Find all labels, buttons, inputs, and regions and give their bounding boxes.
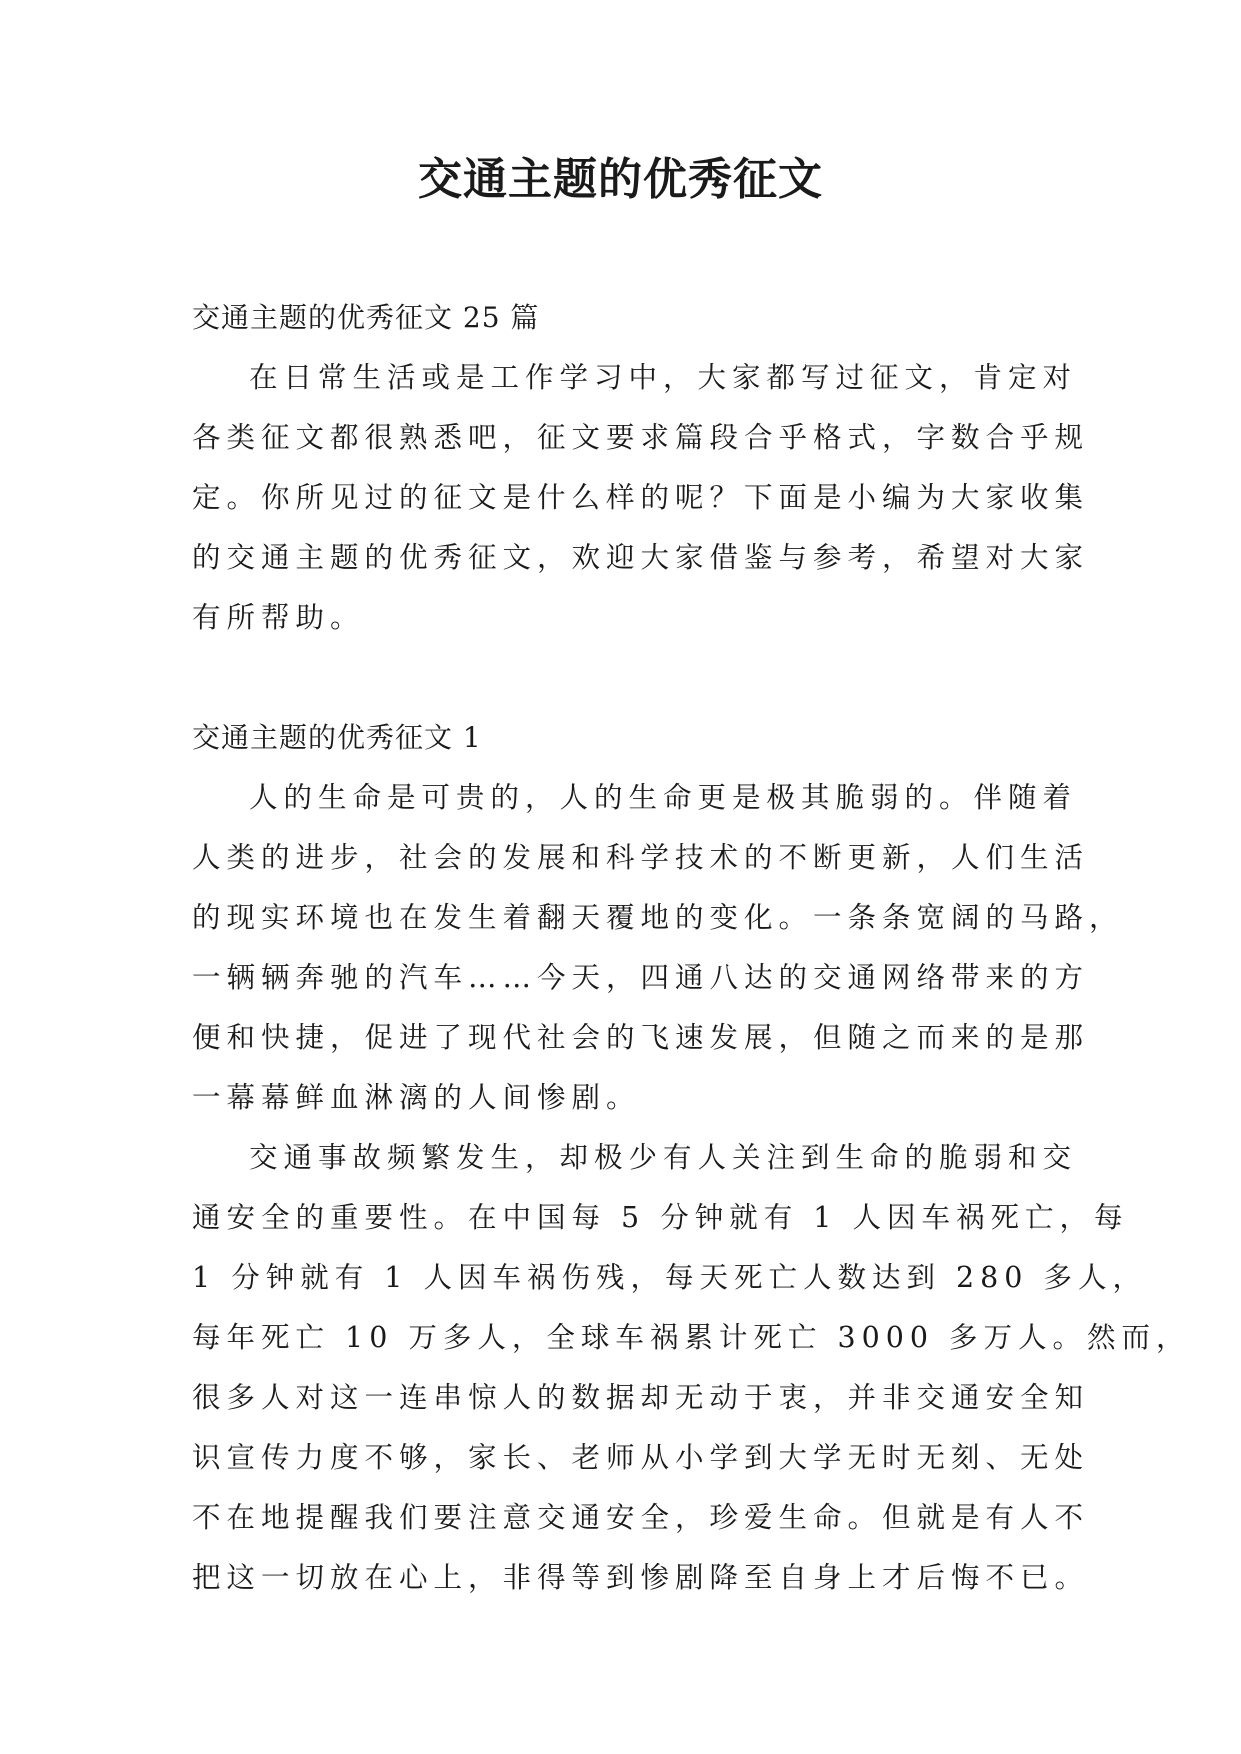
section-spacer [192, 648, 1072, 708]
document-body [192, 288, 1191, 1608]
section-heading: 交通主题的优秀征文 25 篇 [192, 301, 540, 334]
document-title: 交通主题的优秀征文 [418, 154, 823, 205]
text-line: 交通事故频繁发生，却极少有人关注到生命的脆弱和交 [249, 1141, 1078, 1174]
paragraph [192, 768, 1124, 1128]
text-line: 每年死亡 10 万多人，全球车祸累计死亡 3000 多万人。然而， [192, 1321, 1191, 1354]
paragraph [192, 1128, 1191, 1608]
text-line: 很多人对这一连串惊人的数据却无动于衷，并非交通安全知 [192, 1381, 1090, 1414]
text-line: 在日常生活或是工作学习中，大家都写过征文，肯定对 [249, 361, 1078, 394]
text-line: 不在地提醒我们要注意交通安全，珍爱生命。但就是有人不 [192, 1501, 1090, 1534]
text-line: 定。你所见过的征文是什么样的呢？下面是小编为大家收集 [192, 481, 1090, 514]
text-line: 一幕幕鲜血淋漓的人间惨剧。 [192, 1081, 641, 1114]
text-line: 人类的进步，社会的发展和科学技术的不断更新，人们生活 [192, 841, 1090, 874]
text-line: 通安全的重要性。在中国每 5 分钟就有 1 人因车祸死亡，每 [192, 1201, 1129, 1234]
paragraph [192, 348, 1090, 648]
text-line: 的交通主题的优秀征文，欢迎大家借鉴与参考，希望对大家 [192, 541, 1090, 574]
text-line: 1 分钟就有 1 人因车祸伤残，每天死亡人数达到 280 多人， [192, 1261, 1147, 1294]
text-line: 人的生命是可贵的，人的生命更是极其脆弱的。伴随着 [249, 781, 1078, 814]
text-line: 识宣传力度不够，家长、老师从小学到大学无时无刻、无处 [192, 1441, 1090, 1474]
text-line: 有所帮助。 [192, 601, 365, 634]
text-line: 一辆辆奔驰的汽车……今天，四通八达的交通网络带来的方 [192, 961, 1090, 994]
text-line: 便和快捷，促进了现代社会的飞速发展，但随之而来的是那 [192, 1021, 1090, 1054]
text-line: 的现实环境也在发生着翻天覆地的变化。一条条宽阔的马路， [192, 901, 1124, 934]
section-heading: 交通主题的优秀征文 1 [192, 721, 482, 754]
text-line: 把这一切放在心上，非得等到惨剧降至自身上才后悔不已。 [192, 1561, 1090, 1594]
text-line: 各类征文都很熟悉吧，征文要求篇段合乎格式，字数合乎规 [192, 421, 1090, 454]
